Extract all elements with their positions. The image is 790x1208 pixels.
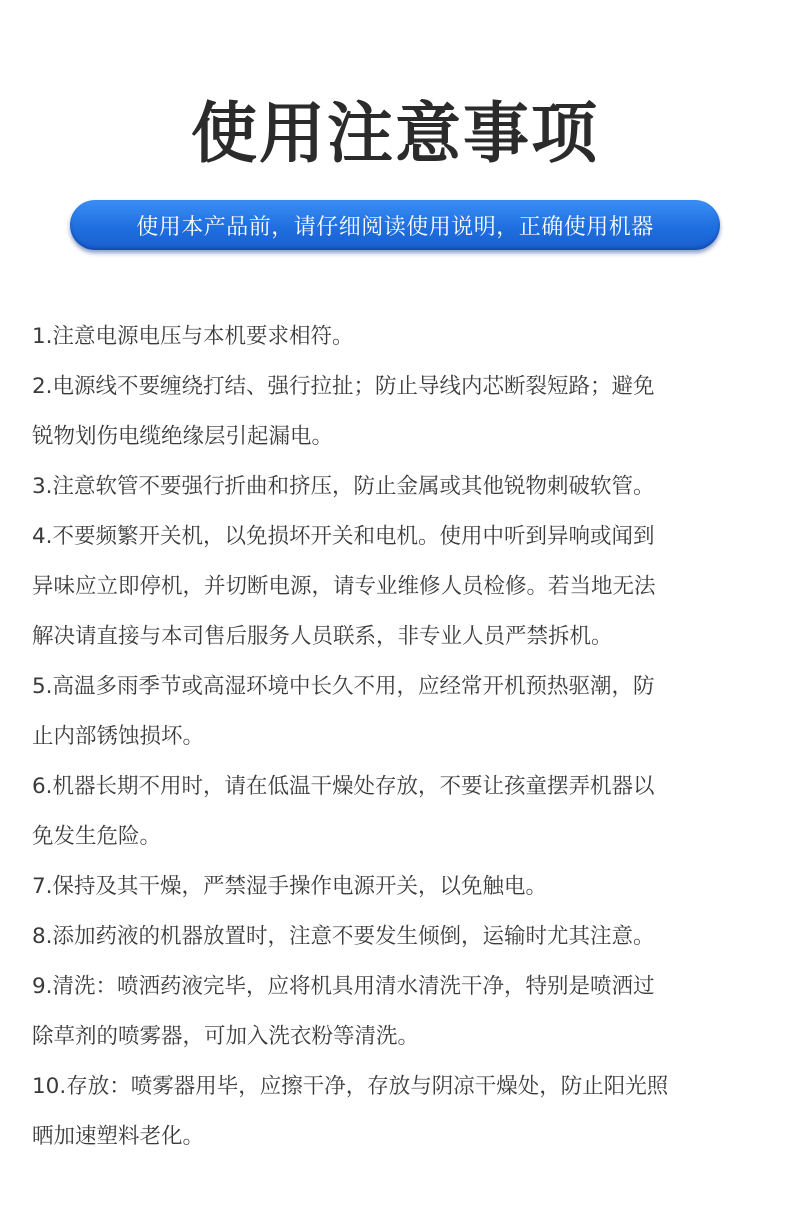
note-item <box>32 862 766 912</box>
subtitle-banner-text: 使用本产品前，请仔细阅读使用说明，正确使用机器 <box>136 214 654 240</box>
note-line: 解决请直接与本司售后服务人员联系，非专业人员严禁拆机。 <box>32 624 613 649</box>
note-line: 除草剂的喷雾器，可加入洗衣粉等清洗。 <box>32 1024 420 1049</box>
note-line: 10.存放：喷雾器用毕，应擦干净，存放与阴凉干燥处，防止阳光照 <box>32 1074 669 1099</box>
note-item <box>32 762 766 862</box>
note-item <box>32 962 766 1062</box>
note-line: 3.注意软管不要强行折曲和挤压，防止金属或其他锐物刺破软管。 <box>32 474 655 499</box>
note-line: 异味应立即停机，并切断电源，请专业维修人员检修。若当地无法 <box>32 574 656 599</box>
note-line: 晒加速塑料老化。 <box>32 1124 205 1149</box>
note-line: 9.清洗：喷洒药液完毕，应将机具用清水清洗干净，特别是喷洒过 <box>32 974 655 999</box>
note-item <box>32 912 766 962</box>
note-line: 止内部锈蚀损坏。 <box>32 724 205 749</box>
note-line: 6.机器长期不用时，请在低温干燥处存放，不要让孩童摆弄机器以 <box>32 774 655 799</box>
note-line: 8.添加药液的机器放置时，注意不要发生倾倒，运输时尤其注意。 <box>32 924 655 949</box>
note-line: 7.保持及其干燥，严禁湿手操作电源开关，以免触电。 <box>32 874 548 899</box>
note-line: 5.高温多雨季节或高湿环境中长久不用，应经常开机预热驱潮，防 <box>32 674 655 699</box>
note-line: 2.电源线不要缠绕打结、强行拉扯；防止导线内芯断裂短路；避免 <box>32 374 655 399</box>
note-item <box>32 1062 766 1162</box>
notes-list <box>32 312 766 1162</box>
note-line: 4.不要频繁开关机，以免损坏开关和电机。使用中听到异响或闻到 <box>32 524 655 549</box>
note-item <box>32 362 766 462</box>
subtitle-banner <box>70 200 720 250</box>
note-item <box>32 662 766 762</box>
page-title: 使用注意事项 <box>191 95 599 172</box>
note-line: 1.注意电源电压与本机要求相符。 <box>32 324 354 349</box>
note-item <box>32 462 766 512</box>
note-line: 锐物划伤电缆绝缘层引起漏电。 <box>32 424 334 449</box>
note-item <box>32 312 766 362</box>
note-item <box>32 512 766 662</box>
note-line: 免发生危险。 <box>32 824 162 849</box>
